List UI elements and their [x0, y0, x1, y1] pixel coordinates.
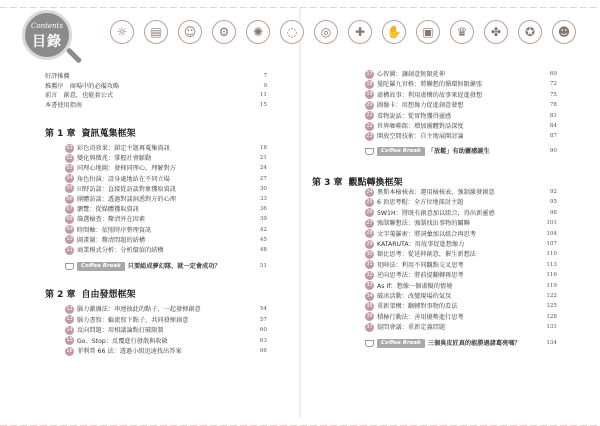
- item-number-badge: 06: [66, 195, 73, 202]
- entry-page-number: 60: [259, 327, 267, 334]
- item-number-badge: 09: [66, 226, 73, 233]
- toc-entry[interactable]: [365, 281, 557, 292]
- entry-page-number: 45: [259, 236, 267, 243]
- entry-page-number: 27: [259, 175, 267, 182]
- coffee-break-row[interactable]: [365, 338, 557, 349]
- chapter-label: 第 2 章: [45, 290, 76, 300]
- entry-page-number: 104: [546, 230, 557, 237]
- entry-title: 角色扮演：設身處地站在不同立場: [77, 175, 170, 183]
- bottom-decorative-stripe: [0, 418, 600, 426]
- item-number-badge: 22: [366, 122, 373, 129]
- entry-page-number: 69: [549, 71, 557, 77]
- entry-title: 逆向思考法：將前提翻轉再思考: [377, 272, 464, 280]
- badge-english-label: Contents: [31, 22, 63, 30]
- entry-page-number: 98: [549, 209, 557, 216]
- entry-title: 世界咖啡館：增加團體對話深度: [377, 123, 464, 130]
- toc-entry[interactable]: [365, 111, 557, 122]
- toc-entry[interactable]: [365, 208, 557, 219]
- head-idea-icon: ☺: [178, 20, 202, 44]
- entry-page-number: 63: [259, 337, 267, 344]
- badge-chinese-title: 目錄: [32, 34, 62, 50]
- toc-entry[interactable]: [365, 249, 557, 260]
- entry-page-number: 110: [546, 251, 557, 258]
- entry-title: 開放空間技術：自主地展開討論: [377, 133, 464, 141]
- entry-title: 本書使用指南: [45, 101, 83, 109]
- entry-page-number: 30: [259, 185, 267, 192]
- entry-title: 積極行動法：善用優勢進行思考: [377, 313, 464, 321]
- toc-entry[interactable]: [365, 229, 557, 240]
- item-number-badge: 15: [66, 337, 73, 344]
- entry-page-number: 33: [259, 196, 267, 202]
- item-number-badge: 16: [66, 347, 73, 354]
- entry-page-number: 90: [549, 148, 557, 154]
- item-number-badge: 17: [366, 70, 373, 77]
- magnifier-handle-icon: [66, 47, 82, 63]
- item-number-badge: 35: [366, 302, 373, 309]
- entry-title: Go、Stop：反覆進行發散與收斂: [77, 337, 168, 345]
- entry-title: 彩色浴效果：鎖定主題再蒐集資訊: [77, 145, 170, 152]
- entry-page-number: 116: [546, 272, 557, 279]
- item-number-badge: 08: [66, 215, 73, 222]
- chapter-title: 自由發想框架: [81, 290, 136, 300]
- entry-title: 看物說話：從實物獲得靈感: [377, 112, 452, 120]
- entry-title: 重新架構：翻轉對事物的看法: [377, 303, 458, 311]
- entry-page-number: 75: [549, 91, 557, 98]
- presentation-icon: ▣: [416, 20, 440, 44]
- toc-entry[interactable]: [65, 325, 267, 336]
- entry-title: 6 頂思考帽：全方位地探討主題: [377, 199, 464, 207]
- toc-entry[interactable]: [65, 245, 267, 256]
- item-number-badge: 12: [66, 305, 73, 312]
- toc-entry[interactable]: [365, 197, 557, 208]
- entry-title: 圖像卡：用想像力促進創意發想: [377, 102, 464, 110]
- entry-title: 提問會議：重新定義問題: [377, 324, 446, 332]
- toc-entry[interactable]: [65, 304, 267, 315]
- chapter-title: 資訊蒐集框架: [81, 129, 136, 139]
- item-number-badge: 32: [366, 271, 373, 278]
- entry-page-number: 24: [259, 165, 267, 172]
- entry-title: 奧斯本檢核表：運用檢核表，強制激發創意: [377, 189, 495, 196]
- page-gutter: [299, 8, 301, 418]
- entry-title: 變化與徵兆：掌握社會脈動: [77, 155, 152, 163]
- entry-page-number: 101: [546, 220, 557, 227]
- chapter-title: 觀點轉換框架: [348, 178, 403, 188]
- entry-title: 反向問題：用相議論點打破限制: [77, 327, 164, 335]
- item-number-badge: 11: [66, 246, 73, 253]
- entry-title: 時間軸：依照時序整理資訊: [77, 226, 152, 234]
- toc-entry[interactable]: [65, 315, 267, 326]
- entry-page-number: 7: [263, 73, 267, 79]
- entry-title: 推薦序 商場中的必備攻略: [45, 82, 120, 90]
- entry-title: 文字蒐羅術：將詞彙加以組合再思考: [377, 230, 476, 238]
- entry-title: 曼陀羅九宮格：將聯想的循環無限擴張: [377, 81, 483, 89]
- top-decorative-stripe: [0, 0, 600, 8]
- entry-title: As If：想像一個虛擬的情境: [377, 282, 453, 290]
- entry-title: 團體訪談：透過對談洞悉對方的心理: [77, 196, 176, 203]
- toc-entry[interactable]: [365, 131, 557, 142]
- item-number-badge: 14: [66, 326, 73, 333]
- entry-title: 腦力書寫：輪流寫下點子，共同發揮創意: [77, 316, 189, 324]
- chapter-label: 第 1 章: [45, 129, 76, 139]
- toc-entry[interactable]: [365, 312, 557, 323]
- coffee-break-title: 「放鬆」有助靈感誕生: [427, 148, 490, 155]
- entry-page-number: 87: [549, 133, 557, 140]
- entry-page-number: 36: [259, 206, 267, 213]
- entry-title: 腦力激盪法：串連彼此的點子，一起發揮創意: [77, 306, 201, 313]
- entry-page-number: 128: [546, 313, 557, 320]
- toc-entry[interactable]: [365, 322, 557, 333]
- crowd-icon: ☻: [552, 20, 576, 44]
- entry-page-number: 66: [259, 348, 267, 355]
- toc-entry[interactable]: [65, 346, 267, 357]
- entry-title: 好評推薦: [45, 73, 70, 80]
- entry-title: 商業模式分析：分析價值的結構: [77, 247, 164, 254]
- entry-title: 類比思考：從延伸創意，催生新想法: [377, 251, 476, 259]
- coffee-break-tag: Coffee Break: [77, 262, 125, 271]
- item-number-badge: 10: [66, 236, 73, 243]
- header-icon-row: [110, 20, 571, 46]
- entry-title: 破冰活動：改變現場的氣氛: [377, 293, 452, 300]
- entry-title: KATARUTA：用故事促進想像力: [377, 241, 465, 248]
- entry-title: 虛構故事：利用虛構的故事來促進發想: [377, 91, 483, 99]
- toc-entry[interactable]: [365, 90, 557, 101]
- entry-title: 前言 創意，也能套公式: [45, 92, 114, 99]
- item-number-badge: 19: [366, 91, 373, 98]
- toc-entry[interactable]: [365, 187, 557, 198]
- item-number-badge: 18: [366, 80, 373, 87]
- entry-page-number: 54: [259, 306, 267, 312]
- chapter-label: 第 3 章: [312, 178, 343, 188]
- item-number-badge: 30: [366, 250, 373, 257]
- toc-entry[interactable]: [365, 301, 557, 312]
- entry-page-number: 107: [546, 241, 557, 247]
- item-number-badge: 05: [66, 185, 73, 192]
- handshake-icon: ✤: [484, 20, 508, 44]
- entry-title: 5W1H：將既有創意加以組合，得出新靈感: [377, 209, 495, 217]
- toc-entry[interactable]: [365, 69, 557, 80]
- medal-icon: ✪: [518, 20, 542, 44]
- entry-page-number: 48: [259, 247, 267, 253]
- item-number-badge: 13: [66, 316, 73, 323]
- item-number-badge: 33: [366, 282, 373, 289]
- toc-entry[interactable]: [365, 260, 557, 271]
- entry-page-number: 39: [259, 216, 267, 223]
- entry-page-number: 81: [549, 112, 557, 119]
- target-icon: ◎: [314, 20, 338, 44]
- item-number-badge: 26: [366, 209, 373, 216]
- entry-page-number: 113: [546, 261, 557, 268]
- item-number-badge: 37: [366, 323, 373, 330]
- item-number-badge: 27: [366, 219, 373, 226]
- entry-title: 菲利普 66 法：透過小組迅速找出答案: [77, 348, 182, 356]
- puzzle-icon: ✚: [348, 20, 372, 44]
- toc-entry[interactable]: [65, 336, 267, 347]
- coffee-break-title: 只要組成夢幻隊，就一定會成功？: [127, 263, 221, 270]
- entry-page-number: 18: [259, 145, 267, 151]
- entry-page-number: 122: [546, 293, 557, 299]
- lightbulb-icon: ☼: [110, 20, 134, 44]
- coffee-break-row[interactable]: [365, 146, 557, 157]
- hand-icon: ✋: [382, 20, 406, 44]
- item-number-badge: 31: [366, 261, 373, 268]
- chapter-heading[interactable]: [45, 126, 136, 139]
- entry-page-number: 84: [549, 123, 557, 129]
- item-number-badge: 07: [66, 205, 73, 212]
- entry-page-number: 11: [259, 92, 267, 98]
- item-number-badge: 21: [366, 112, 373, 119]
- toc-entry[interactable]: [365, 270, 557, 281]
- entry-page-number: 131: [546, 324, 557, 331]
- entry-title: 強制聯想法：強制找出事物的關聯: [377, 220, 470, 228]
- entry-title: 矩陣法：利用不同觀點交叉思考: [377, 261, 464, 269]
- coffee-break-row[interactable]: [65, 261, 267, 272]
- trophy-icon: ♛: [450, 20, 474, 44]
- entry-page-number: 57: [259, 316, 267, 323]
- entry-page-number: 119: [546, 282, 557, 289]
- item-number-badge: 25: [366, 198, 373, 205]
- item-number-badge: 24: [366, 188, 373, 195]
- front-matter-entry[interactable]: [45, 100, 267, 111]
- item-number-badge: 34: [366, 292, 373, 299]
- chapter-heading[interactable]: [45, 287, 136, 300]
- entry-page-number: 15: [259, 101, 267, 108]
- book-icon: ▤: [144, 20, 168, 44]
- contents-badge: [22, 10, 72, 60]
- entry-page-number: 42: [259, 226, 267, 233]
- gears-icon: ⚙: [212, 20, 236, 44]
- coffee-break-tag: Coffee Break: [377, 339, 425, 348]
- item-number-badge: 29: [366, 240, 373, 247]
- entry-page-number: 72: [549, 81, 557, 88]
- entry-title: 田野訪談：直接從訪談對象獲取資訊: [77, 185, 176, 193]
- entry-page-number: 78: [549, 102, 557, 109]
- entry-page-number: 51: [259, 263, 267, 269]
- toc-entry[interactable]: [365, 239, 557, 250]
- entry-page-number: 21: [259, 155, 267, 162]
- item-number-badge: 02: [66, 154, 73, 161]
- item-number-badge: 01: [66, 144, 73, 151]
- item-number-badge: 04: [66, 175, 73, 182]
- item-number-badge: 36: [366, 313, 373, 320]
- item-number-badge: 28: [366, 230, 373, 237]
- item-number-badge: 03: [66, 164, 73, 171]
- coffee-cup-icon: [65, 263, 74, 270]
- lightbulb-outline-icon: ◌: [280, 20, 304, 44]
- entry-title: 心智圖：讓創意無限延伸: [377, 71, 446, 78]
- coffee-cup-icon: [365, 148, 374, 155]
- toc-entry[interactable]: [365, 121, 557, 132]
- entry-title: 瀏覽：從媒體獲取資訊: [77, 206, 139, 214]
- entry-page-number: 134: [546, 340, 557, 346]
- toc-entry[interactable]: [365, 100, 557, 111]
- item-number-badge: 23: [366, 132, 373, 139]
- toc-entry[interactable]: [365, 291, 557, 302]
- coffee-break-title: 三個臭皮匠真的能勝過諸葛亮嗎？: [427, 340, 521, 347]
- bulb-gear-icon: ✺: [246, 20, 270, 44]
- entry-title: 圖畫圖：釐清問題的結構: [77, 236, 146, 244]
- entry-page-number: 125: [546, 303, 557, 310]
- coffee-break-tag: Coffee Break: [377, 147, 425, 156]
- toc-entry[interactable]: [365, 79, 557, 90]
- entry-title: 同理心地圖：發揮同理心，理解對方: [77, 165, 176, 173]
- entry-title: 篩選檢查：釐清外在因素: [77, 216, 146, 224]
- entry-page-number: 9: [263, 82, 267, 89]
- coffee-cup-icon: [365, 340, 374, 347]
- entry-page-number: 95: [549, 199, 557, 206]
- item-number-badge: 20: [366, 101, 373, 108]
- entry-page-number: 92: [549, 189, 557, 195]
- toc-entry[interactable]: [365, 218, 557, 229]
